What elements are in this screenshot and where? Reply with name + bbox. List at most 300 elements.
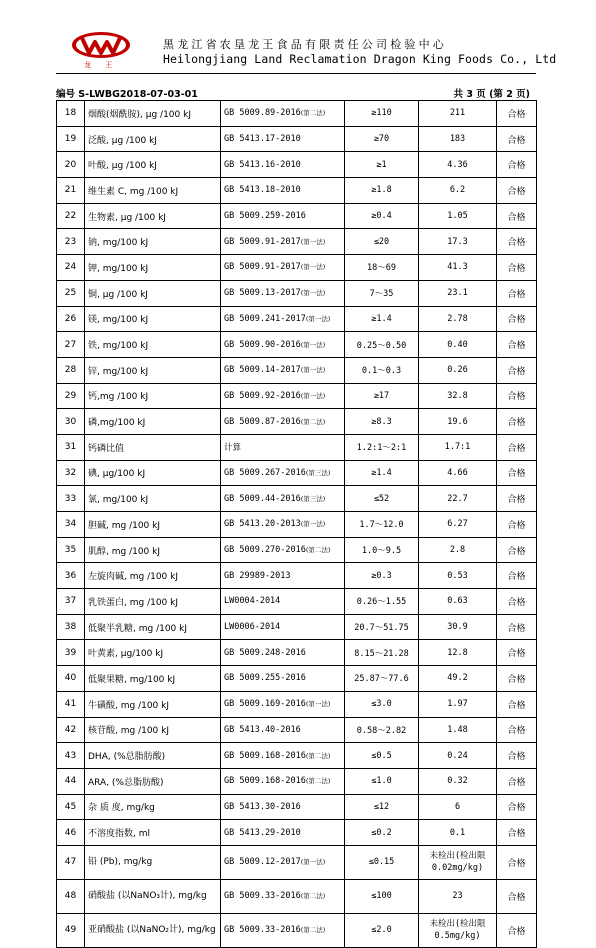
requirement xyxy=(345,434,419,460)
test-method xyxy=(221,434,345,460)
requirement xyxy=(345,768,419,794)
test-item-text: 叶黄素, μg/100 kJ xyxy=(88,649,164,660)
test-result-text: 1.05 xyxy=(447,211,468,222)
requirement-text: ≤0.5 xyxy=(371,750,392,761)
test-item xyxy=(85,101,221,127)
judgement xyxy=(497,879,537,913)
judgement-text: 合格 xyxy=(507,546,526,557)
table-row xyxy=(57,101,537,127)
item-number xyxy=(57,229,85,255)
test-item xyxy=(85,794,221,820)
requirement xyxy=(345,563,419,589)
test-item-text: 核苷酸, mg /100 kJ xyxy=(88,726,170,737)
item-number xyxy=(57,152,85,178)
test-method-text: GB 5009.255-2016 xyxy=(224,673,306,684)
test-method-text: GB 5009.14-2017 xyxy=(224,365,301,376)
requirement xyxy=(345,409,419,435)
table-row xyxy=(57,913,537,947)
test-item xyxy=(85,178,221,204)
report-header xyxy=(70,30,557,72)
test-result-text: 0.26 xyxy=(447,365,468,376)
company-name-en: Heilongjiang Land Reclamation Dragon King Foods Co., Ltd xyxy=(163,52,557,66)
test-item xyxy=(85,357,221,383)
test-result xyxy=(419,589,497,615)
test-result xyxy=(419,717,497,743)
item-number-text: 33 xyxy=(64,493,77,504)
requirement xyxy=(345,614,419,640)
requirement-text: 18～69 xyxy=(367,263,396,274)
test-item xyxy=(85,306,221,332)
judgement-text: 合格 xyxy=(507,418,526,429)
requirement-text: ≥1.4 xyxy=(371,467,392,478)
item-number-text: 18 xyxy=(64,108,77,119)
document-meta xyxy=(56,86,536,100)
judgement xyxy=(497,280,537,306)
judgement xyxy=(497,460,537,486)
item-number-text: 19 xyxy=(64,134,77,145)
table-row xyxy=(57,691,537,717)
item-number-text: 46 xyxy=(64,827,77,838)
item-number-text: 27 xyxy=(64,339,77,350)
requirement-text: 1.7～12.0 xyxy=(359,520,404,531)
table-row xyxy=(57,537,537,563)
table-row xyxy=(57,640,537,666)
test-item-text: 维生素 C, mg /100 kJ xyxy=(88,186,179,197)
method-variant: (第一法) xyxy=(305,314,331,323)
table-row xyxy=(57,280,537,306)
judgement-text: 合格 xyxy=(507,892,526,903)
test-method xyxy=(221,152,345,178)
item-number-text: 32 xyxy=(64,467,77,478)
test-item-text: 低聚果糖, mg/100 kJ xyxy=(88,674,176,685)
item-number xyxy=(57,913,85,947)
test-item-text: 磷,mg/100 kJ xyxy=(88,418,146,429)
test-result-text: 183 xyxy=(449,134,466,145)
test-result xyxy=(419,332,497,358)
requirement-text: 1.2:1～2:1 xyxy=(356,443,407,454)
judgement-text: 合格 xyxy=(507,623,526,634)
test-item xyxy=(85,589,221,615)
test-item-text: 左旋肉碱, mg /100 kJ xyxy=(88,572,179,583)
item-number-text: 26 xyxy=(64,313,77,324)
requirement xyxy=(345,460,419,486)
test-method-text: GB 5009.91-2017 xyxy=(224,236,301,247)
test-result-text: 23 xyxy=(452,891,463,902)
test-method-text: GB 5009.33-2016 xyxy=(224,891,301,902)
requirement xyxy=(345,512,419,538)
test-item xyxy=(85,717,221,743)
test-item-text: 低聚半乳糖, mg /100 kJ xyxy=(88,623,188,634)
judgement xyxy=(497,768,537,794)
test-method-text: GB 5009.267-2016 xyxy=(224,467,306,478)
page-indicator: 共 3 页 (第 2 页) xyxy=(453,89,530,100)
test-method-text: GB 5413.20-2013 xyxy=(224,519,301,530)
test-result xyxy=(419,280,497,306)
requirement-text: ≤1.0 xyxy=(371,776,392,787)
item-number-text: 40 xyxy=(64,673,77,684)
test-result-text: 12.8 xyxy=(447,647,468,658)
item-number-text: 34 xyxy=(64,519,77,530)
requirement-text: ≥1.8 xyxy=(371,185,392,196)
test-result-text: 17.3 xyxy=(447,236,468,247)
judgement xyxy=(497,743,537,769)
test-result xyxy=(419,460,497,486)
table-row xyxy=(57,152,537,178)
table-row xyxy=(57,794,537,820)
judgement xyxy=(497,537,537,563)
test-method xyxy=(221,589,345,615)
item-number-text: 21 xyxy=(64,185,77,196)
test-results-table xyxy=(56,100,537,948)
test-result xyxy=(419,409,497,435)
item-number-text: 25 xyxy=(64,288,77,299)
judgement xyxy=(497,255,537,281)
judgement-text: 合格 xyxy=(507,366,526,377)
judgement-text: 合格 xyxy=(507,926,526,937)
judgement xyxy=(497,486,537,512)
requirement xyxy=(345,717,419,743)
test-method-text: GB 5413.16-2010 xyxy=(224,159,301,170)
test-result-text: 49.2 xyxy=(447,673,468,684)
judgement-text: 合格 xyxy=(507,495,526,506)
test-method-text: 计算 xyxy=(224,443,242,454)
item-number xyxy=(57,640,85,666)
judgement-text: 合格 xyxy=(507,597,526,608)
test-method xyxy=(221,101,345,127)
table-row xyxy=(57,255,537,281)
test-item-text: DHA, (%总脂肪酸) xyxy=(88,752,166,763)
test-method-text: GB 5009.270-2016 xyxy=(224,545,306,556)
test-result-text: 1.48 xyxy=(447,724,468,735)
item-number-text: 43 xyxy=(64,750,77,761)
test-method xyxy=(221,486,345,512)
method-variant: (第二法) xyxy=(305,546,331,555)
item-number-text: 41 xyxy=(64,699,77,710)
test-item-text: 生物素, μg /100 kJ xyxy=(88,212,166,223)
judgement-text: 合格 xyxy=(507,777,526,788)
test-item xyxy=(85,563,221,589)
item-number-text: 23 xyxy=(64,236,77,247)
requirement-text: ≤52 xyxy=(373,493,390,504)
item-number xyxy=(57,563,85,589)
requirement xyxy=(345,913,419,947)
test-method-text: GB 5413.40-2016 xyxy=(224,724,301,735)
item-number xyxy=(57,460,85,486)
requirement-text: ≤0.15 xyxy=(368,857,395,868)
table-row xyxy=(57,409,537,435)
test-result-text: 22.7 xyxy=(447,493,468,504)
judgement-text: 合格 xyxy=(507,752,526,763)
test-item xyxy=(85,913,221,947)
item-number-text: 35 xyxy=(64,545,77,556)
test-item xyxy=(85,879,221,913)
judgement xyxy=(497,640,537,666)
item-number xyxy=(57,486,85,512)
test-item xyxy=(85,332,221,358)
item-number xyxy=(57,512,85,538)
test-item xyxy=(85,537,221,563)
item-number-text: 49 xyxy=(64,925,77,936)
test-method-text: GB 5413.18-2010 xyxy=(224,185,301,196)
judgement xyxy=(497,794,537,820)
test-method xyxy=(221,794,345,820)
judgement-text: 合格 xyxy=(507,829,526,840)
table-row xyxy=(57,845,537,879)
judgement-text: 合格 xyxy=(507,726,526,737)
table-row xyxy=(57,383,537,409)
table-row xyxy=(57,178,537,204)
test-method-text: GB 5009.259-2016 xyxy=(224,211,306,222)
test-method xyxy=(221,280,345,306)
test-method-text: GB 5009.12-2017 xyxy=(224,857,301,868)
method-variant: (第三法) xyxy=(300,494,326,503)
test-method-text: GB 5009.168-2016 xyxy=(224,776,306,787)
test-item-text: 肌醇, mg /100 kJ xyxy=(88,546,161,557)
test-method-text: GB 5009.241-2017 xyxy=(224,313,306,324)
test-result xyxy=(419,383,497,409)
test-result-text: 0.63 xyxy=(447,596,468,607)
table-row xyxy=(57,768,537,794)
test-result-text: 211 xyxy=(449,108,466,119)
judgement xyxy=(497,563,537,589)
test-item-text: 铁, mg/100 kJ xyxy=(88,341,149,352)
test-item-text: 钙磷比值 xyxy=(88,443,125,454)
item-number xyxy=(57,717,85,743)
test-result-text: 6.2 xyxy=(449,185,466,196)
table-row xyxy=(57,126,537,152)
judgement-text: 合格 xyxy=(507,135,526,146)
judgement-text: 合格 xyxy=(507,263,526,274)
requirement xyxy=(345,794,419,820)
item-number xyxy=(57,383,85,409)
test-result-text: 0.32 xyxy=(447,776,468,787)
test-method xyxy=(221,768,345,794)
requirement xyxy=(345,178,419,204)
test-method xyxy=(221,691,345,717)
requirement xyxy=(345,332,419,358)
requirement xyxy=(345,845,419,879)
test-result xyxy=(419,913,497,947)
item-number-text: 24 xyxy=(64,262,77,273)
item-number xyxy=(57,280,85,306)
test-method xyxy=(221,409,345,435)
requirement xyxy=(345,640,419,666)
judgement-text: 合格 xyxy=(507,858,526,869)
requirement-text: ≥0.4 xyxy=(371,211,392,222)
item-number xyxy=(57,666,85,692)
item-number xyxy=(57,879,85,913)
requirement xyxy=(345,691,419,717)
test-result-text: 0.53 xyxy=(447,570,468,581)
test-result xyxy=(419,879,497,913)
test-method-text: GB 5413.17-2010 xyxy=(224,134,301,145)
method-variant: (第三法) xyxy=(305,468,331,477)
test-result xyxy=(419,255,497,281)
judgement-text: 合格 xyxy=(507,700,526,711)
test-item xyxy=(85,434,221,460)
item-number xyxy=(57,768,85,794)
test-result-text: 41.3 xyxy=(447,262,468,273)
requirement-text: ≤2.0 xyxy=(371,925,392,936)
item-number-text: 47 xyxy=(64,857,77,868)
table-row xyxy=(57,743,537,769)
requirement-text: ≥1 xyxy=(376,159,387,170)
test-method-text: GB 5413.29-2010 xyxy=(224,827,301,838)
item-number-text: 28 xyxy=(64,365,77,376)
item-number-text: 30 xyxy=(64,416,77,427)
test-item xyxy=(85,691,221,717)
item-number xyxy=(57,178,85,204)
method-variant: (第一法) xyxy=(300,858,326,867)
test-result xyxy=(419,357,497,383)
requirement xyxy=(345,537,419,563)
test-result xyxy=(419,306,497,332)
judgement-text: 合格 xyxy=(507,341,526,352)
judgement-text: 合格 xyxy=(507,186,526,197)
test-item-text: 铅 (Pb), mg/kg xyxy=(88,856,153,867)
judgement-text: 合格 xyxy=(507,649,526,660)
judgement xyxy=(497,845,537,879)
test-result xyxy=(419,152,497,178)
requirement-text: ≤20 xyxy=(373,236,390,247)
test-item xyxy=(85,229,221,255)
judgement-text: 合格 xyxy=(507,520,526,531)
test-method xyxy=(221,357,345,383)
test-method-text: GB 29989-2013 xyxy=(224,570,291,581)
test-item-text: 硝酸盐 (以NaNO₃计), mg/kg xyxy=(88,890,207,901)
test-result-text: 未检出(检出限0.02mg/kg) xyxy=(429,851,486,874)
item-number-text: 22 xyxy=(64,211,77,222)
test-method xyxy=(221,614,345,640)
document-number: 编号 S-LWBG2018-07-03-01 xyxy=(56,89,198,100)
test-item xyxy=(85,768,221,794)
item-number xyxy=(57,845,85,879)
test-method xyxy=(221,383,345,409)
test-method-text: GB 5009.92-2016 xyxy=(224,390,301,401)
test-result xyxy=(419,101,497,127)
requirement-text: 0.1～0.3 xyxy=(361,366,402,377)
test-method xyxy=(221,203,345,229)
test-method-text: GB 5009.169-2016 xyxy=(224,699,306,710)
test-item-text: 碘, μg/100 kJ xyxy=(88,469,146,480)
table-row xyxy=(57,332,537,358)
test-method-text: LW0006-2014 xyxy=(224,622,281,633)
table-row xyxy=(57,306,537,332)
item-number xyxy=(57,537,85,563)
item-number xyxy=(57,691,85,717)
test-result xyxy=(419,229,497,255)
test-result-text: 4.36 xyxy=(447,159,468,170)
logo-text: 龙 王 xyxy=(84,61,119,69)
test-item xyxy=(85,640,221,666)
test-item xyxy=(85,409,221,435)
method-variant: (第二法) xyxy=(305,751,331,760)
table-row xyxy=(57,460,537,486)
test-result-text: 4.66 xyxy=(447,467,468,478)
test-method xyxy=(221,537,345,563)
test-method-text: GB 5009.33-2016 xyxy=(224,925,301,936)
item-number-text: 48 xyxy=(64,891,77,902)
test-result xyxy=(419,512,497,538)
test-method xyxy=(221,229,345,255)
requirement-text: ≥8.3 xyxy=(371,416,392,427)
item-number-text: 39 xyxy=(64,647,77,658)
test-result-text: 32.8 xyxy=(447,390,468,401)
judgement-text: 合格 xyxy=(507,392,526,403)
judgement xyxy=(497,589,537,615)
requirement-text: ≥70 xyxy=(373,134,390,145)
judgement-text: 合格 xyxy=(507,212,526,223)
item-number-text: 36 xyxy=(64,570,77,581)
requirement-text: 25.87～77.6 xyxy=(354,674,409,685)
test-method-text: GB 5009.90-2016 xyxy=(224,339,301,350)
requirement-text: 1.0～9.5 xyxy=(361,546,402,557)
requirement xyxy=(345,879,419,913)
test-result xyxy=(419,126,497,152)
method-variant: (第二法) xyxy=(300,926,326,935)
test-result xyxy=(419,691,497,717)
requirement xyxy=(345,255,419,281)
test-item xyxy=(85,152,221,178)
test-item xyxy=(85,743,221,769)
test-item xyxy=(85,126,221,152)
item-number xyxy=(57,203,85,229)
test-result xyxy=(419,178,497,204)
table-body xyxy=(57,101,537,948)
test-method-text: GB 5009.91-2017 xyxy=(224,262,301,273)
test-item-text: 镁, mg/100 kJ xyxy=(88,315,149,326)
method-variant: (第一法) xyxy=(300,340,326,349)
test-result xyxy=(419,794,497,820)
judgement xyxy=(497,229,537,255)
method-variant: (第一法) xyxy=(300,289,326,298)
test-result-text: 30.9 xyxy=(447,622,468,633)
judgement xyxy=(497,332,537,358)
requirement-text: 0.58～2.82 xyxy=(356,725,407,736)
table-row xyxy=(57,589,537,615)
test-result-text: 0.24 xyxy=(447,750,468,761)
requirement xyxy=(345,229,419,255)
test-item-text: 泛酸, μg /100 kJ xyxy=(88,135,157,146)
test-result xyxy=(419,666,497,692)
requirement xyxy=(345,306,419,332)
test-result xyxy=(419,743,497,769)
test-item-text: 钠, mg/100 kJ xyxy=(88,238,149,249)
method-variant: (第一法) xyxy=(300,520,326,529)
judgement-text: 合格 xyxy=(507,572,526,583)
test-item xyxy=(85,255,221,281)
test-method xyxy=(221,717,345,743)
judgement xyxy=(497,717,537,743)
item-number xyxy=(57,101,85,127)
test-result xyxy=(419,768,497,794)
header-divider xyxy=(56,73,536,74)
test-result xyxy=(419,203,497,229)
table-row xyxy=(57,563,537,589)
test-method xyxy=(221,743,345,769)
table-row xyxy=(57,614,537,640)
item-number xyxy=(57,332,85,358)
judgement xyxy=(497,913,537,947)
requirement xyxy=(345,357,419,383)
judgement xyxy=(497,512,537,538)
item-number xyxy=(57,255,85,281)
requirement-text: ≥110 xyxy=(371,108,392,119)
test-item xyxy=(85,486,221,512)
company-name-cn: 黑龙江省农垦龙王食品有限责任公司检验中心 xyxy=(163,38,447,51)
table-row xyxy=(57,486,537,512)
requirement xyxy=(345,486,419,512)
